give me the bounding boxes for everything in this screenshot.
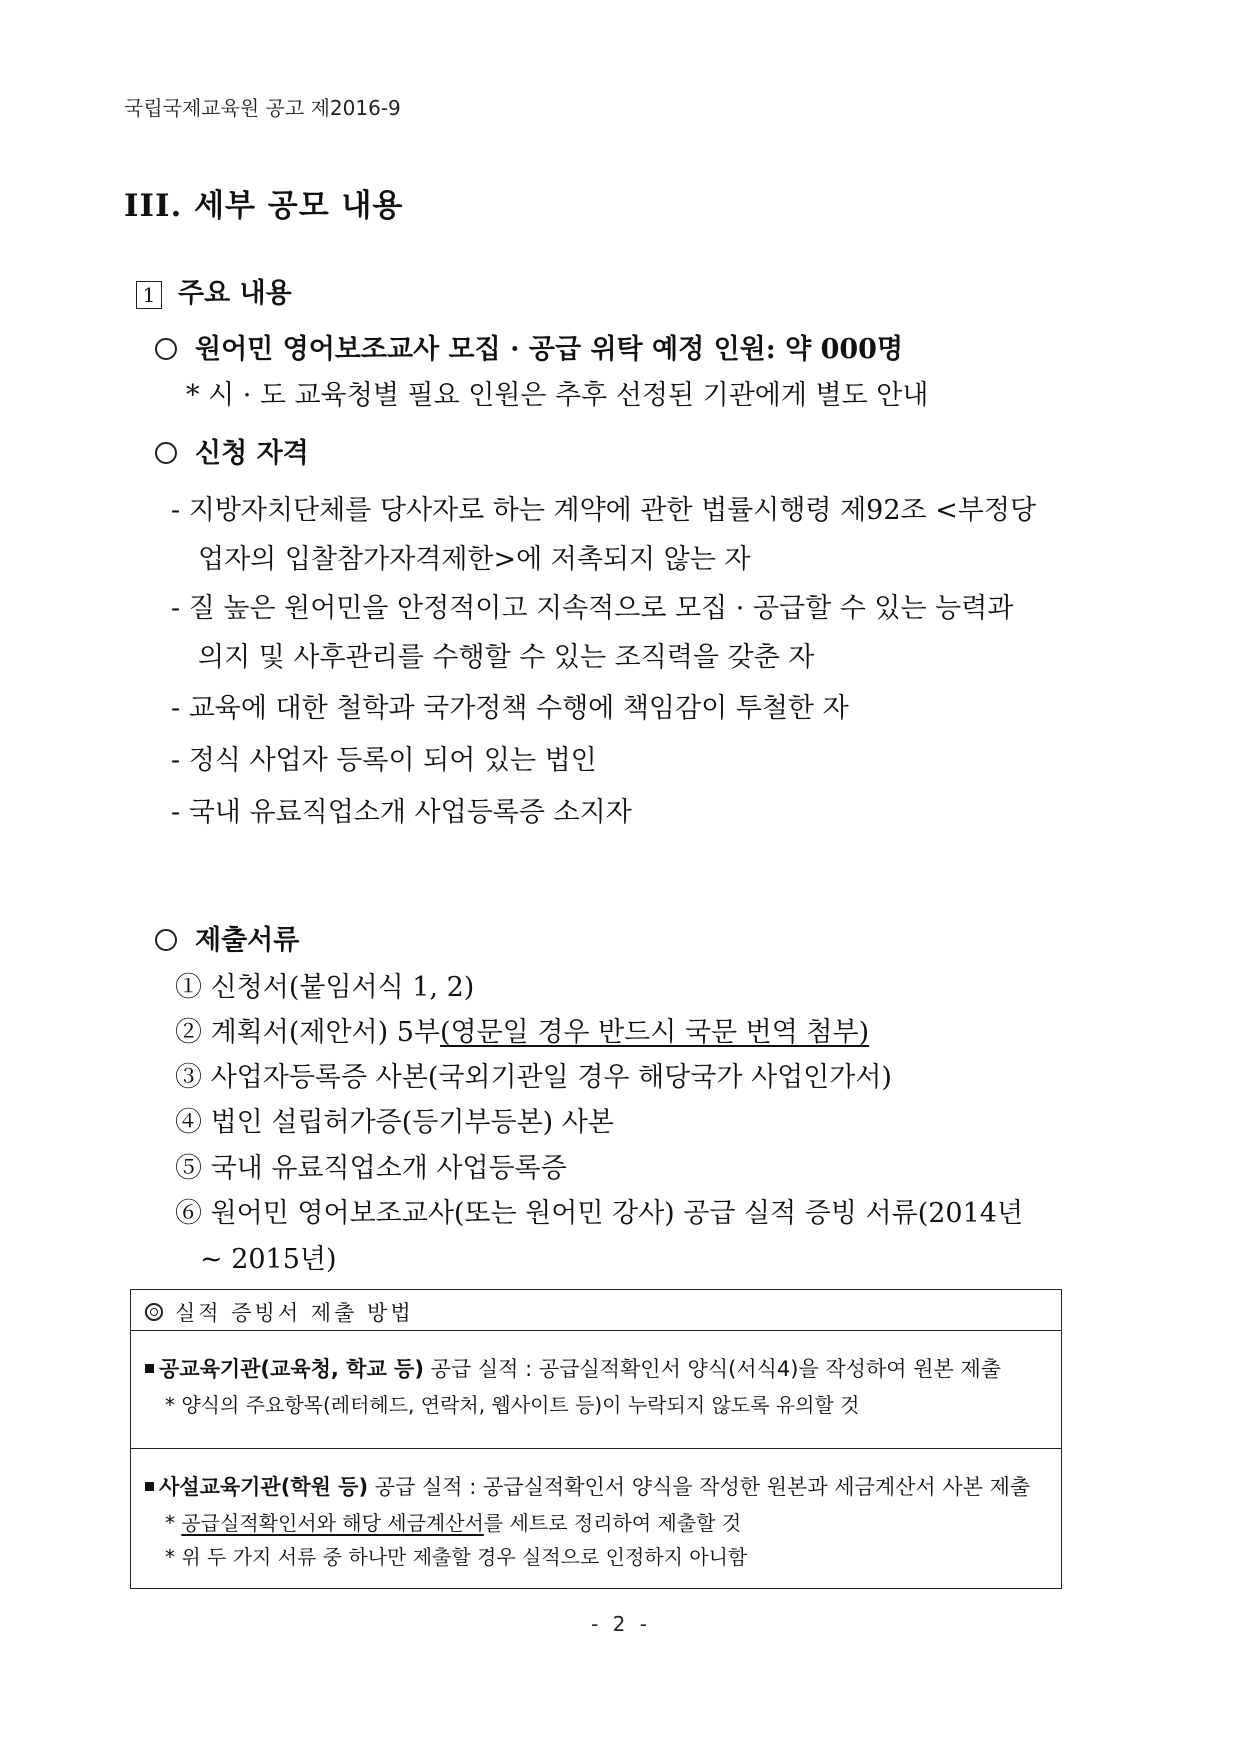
public-text: 공급 실적 : 공급실적확인서 양식(서식4)을 작성하여 원본 제출 [423,1357,1002,1381]
bullet-circle-icon [155,338,177,360]
recruit-note: * 시 · 도 교육청별 필요 인원은 추후 선정된 기관에게 별도 안내 [186,380,929,411]
document-item-2-underlined: (영문일 경우 반드시 국문 번역 첨부) [439,1017,870,1048]
square-bullet-icon [145,1364,154,1373]
qualification-item-1-line-1: - 지방자치단체를 당사자로 하는 계약에 관한 법률시행령 제92조 <부정당 [171,495,1037,526]
private-note-1 [165,1507,741,1536]
evidence-box-header [131,1290,1061,1331]
subsection-heading [136,271,292,310]
bullet-circle-icon [155,442,177,464]
document-item-2-text: ② 계획서(제안서) 5부 [175,1017,440,1048]
recruit-bullet [155,327,903,366]
evidence-box-title-wrap [145,1297,414,1327]
document-item-1: ① 신청서(붙임서식 1, 2) [175,972,475,1003]
documents-title: 제출서류 [195,925,300,956]
evidence-box-title: 실적 증빙서 제출 방법 [175,1301,414,1325]
documents-bullet [155,918,299,957]
qualification-item-5: - 국내 유료직업소개 사업등록증 소지자 [171,797,632,828]
bullet-circle-icon [155,929,177,951]
qualification-item-2-line-1: - 질 높은 원어민을 안정적이고 지속적으로 모집 · 공급할 수 있는 능력과 [171,593,1014,624]
private-note-1-underlined: 공급실적확인서와 해당 세금계산서 [181,1511,484,1535]
public-label: 공교육기관(교육청, 학교 등) [159,1357,424,1381]
qualification-item-4: - 정식 사업자 등록이 되어 있는 법인 [171,745,597,776]
qualification-item-1-line-2: 업자의 입찰참가자격제한>에 저촉되지 않는 자 [198,544,751,575]
qualification-item-3: - 교육에 대한 철학과 국가정책 수행에 책임감이 투철한 자 [171,693,849,724]
evidence-box [130,1289,1062,1589]
private-note-2: * 위 두 가지 서류 중 하나만 제출할 경우 실적으로 인정하지 아니함 [165,1545,748,1569]
document-header: 국립국제교육원 공고 제2016-9 [124,96,401,120]
private-line [145,1471,1030,1501]
public-note: * 양식의 주요항목(레터헤드, 연락처, 웹사이트 등)이 누락되지 않도록 유의할 것 [165,1393,860,1417]
document-item-3: ③ 사업자등록증 사본(국외기관일 경우 해당국가 사업인가서) [175,1062,892,1093]
boxed-number: 1 [136,281,162,309]
page-number: - 2 - [591,1612,651,1636]
subsection-title: 주요 내용 [178,278,292,309]
section-title: III. 세부 공모 내용 [124,188,404,224]
public-line [145,1353,1001,1383]
private-label: 사설교육기관(학원 등) [159,1475,369,1499]
evidence-private-section [131,1449,1061,1588]
square-bullet-icon [145,1482,154,1491]
private-text: 공급 실적 : 공급실적확인서 양식을 작성한 원본과 세금계산서 사본 제출 [368,1475,1031,1499]
qualification-bullet [155,431,309,470]
document-item-6: ⑥ 원어민 영어보조교사(또는 원어민 강사) 공급 실적 증빙 서류(2014년 [175,1198,1024,1229]
document-item-5: ⑤ 국내 유료직업소개 사업등록증 [175,1153,567,1184]
double-circle-icon [145,1303,163,1321]
document-item-6-cont: ~ 2015년) [200,1244,337,1275]
qualification-item-2-line-2: 의지 및 사후관리를 수행할 수 있는 조직력을 갖춘 자 [198,642,815,673]
evidence-public-section [131,1331,1061,1449]
qualification-title: 신청 자격 [195,438,309,469]
private-note-1-rest: 를 세트로 정리하여 제출할 것 [483,1511,742,1535]
private-note-1-prefix: * [165,1511,182,1535]
document-item-2 [175,1010,869,1049]
document-item-4: ④ 법인 설립허가증(등기부등본) 사본 [175,1107,614,1138]
recruit-title: 원어민 영어보조교사 모집 · 공급 위탁 예정 인원: 약 000명 [195,334,904,365]
